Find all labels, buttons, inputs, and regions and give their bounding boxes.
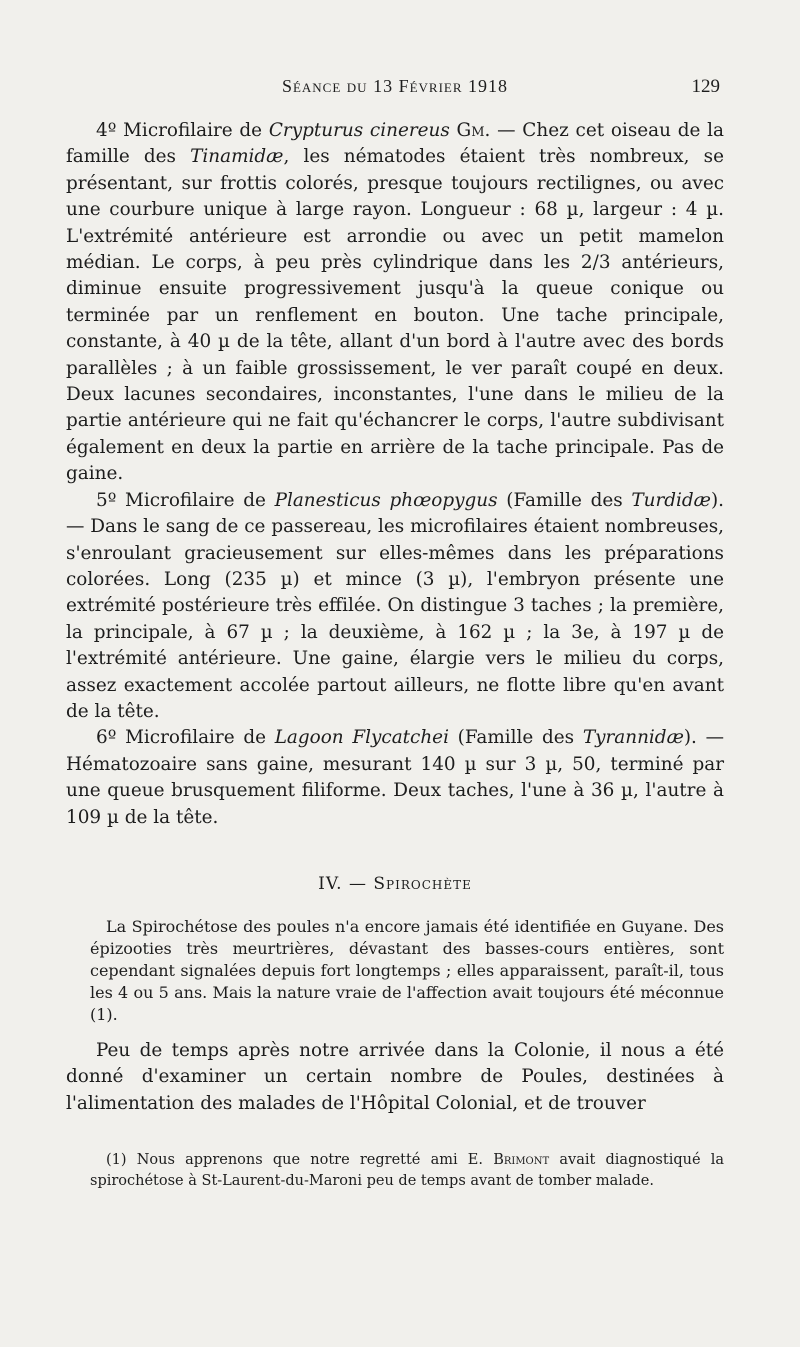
section-title: Spirochète [373,874,472,894]
family-name: Turdidæ [631,489,711,511]
paragraph-microfilaire-6 [66,725,724,831]
species-name: Planesticus phœopygus [274,489,498,511]
running-head [70,76,720,104]
text-run: , les nématodes étaient très nombreux, se présentant, sur frottis colorés, presque toujours rectilignes, ou avec une courbure unique à large rayon. Longueur : 68 µ, largeur : 4 µ. L'extrémité antérieure est arrondie ou avec un petit mamelon médian. Le corps, à peu près cylindrique dans les 2/3 antérieurs, diminue ensuite progressivement jusqu'à la queue conique ou terminée par un renflement en bouton. Une tache principale, constante, à 40 µ de la tête, allant d'un bord à l'autre avec des bords parallèles ; à un faible grossissement, le ver paraît coupé en deux. Deux lacunes secondaires, inconstantes, l'une dans le milieu de la partie antérieure qui ne fait qu'échancrer le corps, l'autre subdivisant également en deux la partie en arrière de la tache principale. Pas de gaine. [66,146,724,485]
small-paragraph: La Spirochétose des poules n'a encore jamais été identifiée en Guyane. Des épizooties très meurtrières, dévastant des basses-cours entières, sont cependant signalées depuis fort longtemps ; elles apparaissent, paraît-il, tous les 4 ou 5 ans. Mais la nature vraie de l'affection avait toujours été méconnue (1). [90,917,724,1024]
text-run: (1) Nous apprenons que notre regretté ami E. [106,1152,494,1168]
footnote [90,1150,724,1192]
family-name: Tyrannidæ [582,727,684,749]
text-run: (Famille des [497,489,632,511]
text-run: ). — Dans le sang de ce passereau, les microfilaires étaient nombreuses, s'enroulant gracieusement sur elles-mêmes dans les préparations colorées. Long (235 µ) et mince (3 µ), l'embryon présente une extrémité postérieure très effilée. On distingue 3 taches ; la première, la principale, à 67 µ ; la deuxième, à 162 µ ; la 3e, à 197 µ de l'extrémité antérieure. Une gaine, élargie vers le milieu du corps, assez exactement accolée partout ailleurs, ne flotte libre qu'en avant de la tête. [66,489,724,722]
text-run: ). — Hématozoaire sans gaine, mesurant 140 µ sur 3 µ, 50, terminé par une queue brusquement filiforme. Deux taches, l'une à 36 µ, l'autre à 109 µ de la tête. [66,727,724,828]
species-name: Crypturus cinereus [268,120,450,141]
closing-paragraph: Peu de temps après notre arrivée dans la Colonie, il nous a été donné d'examiner un certain nombre de Poules, destinées à l'alimentation des malades de l'Hôpital Colonial, et de trouver [66,1040,724,1114]
item-number: 4º Microfilaire de [96,120,269,141]
species-name: Lagoon Flycatchei [274,727,449,749]
page-number: 129 [691,76,720,97]
text-run: (Famille des [448,727,583,749]
family-name: Tinamidæ [190,146,284,168]
main-text [66,118,724,831]
person-name: Brimont [493,1152,550,1168]
section-heading [66,874,724,894]
paragraph-microfilaire-4 [66,118,724,488]
footnote-text [90,1150,724,1192]
item-number: 6º Microfilaire de [96,727,275,749]
section-numeral: IV. — [318,874,374,894]
running-title: Séance du 13 Février 1918 [281,76,509,96]
closing-text [66,1038,724,1117]
paragraph-microfilaire-5 [66,488,724,726]
item-number: 5º Microfilaire de [96,489,275,511]
text-run: avait diagnostiqué la spirochétose à St-Laurent-du-Maroni peu de temps avant de tomber malade. [90,1152,724,1189]
text-run: — Chez cet oiseau de la famille des [66,120,724,168]
author-abbrev: Gm. [449,120,491,141]
small-text [90,916,724,1026]
